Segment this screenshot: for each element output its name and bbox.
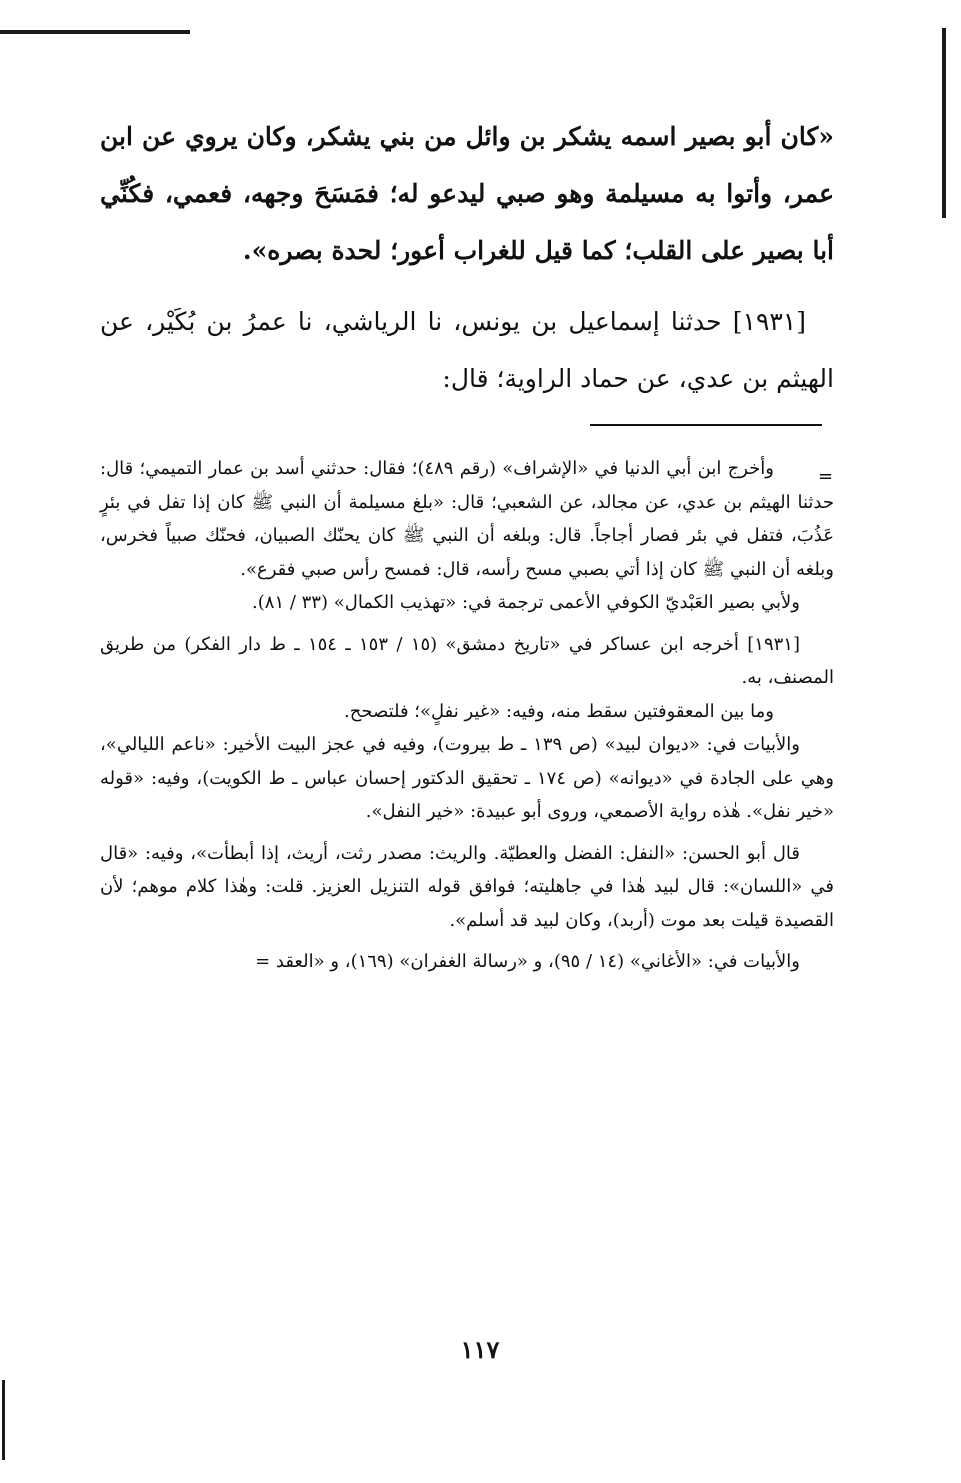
- scan-edge-left: [2, 1380, 5, 1460]
- footnote-paragraph: وما بين المعقوفتين سقط منه، وفيه: «غير نفلٍ»؛ فلتصحح.: [344, 700, 774, 722]
- scan-edge-right: [942, 28, 946, 218]
- footnote-paragraph: وأخرج ابن أبي الدنيا في «الإشراف» (رقم ٤٨٩)؛ فقال: حدثني أسد بن عمار التميمي؛ قال: حدثنا الهيثم بن عدي، عن مجالد، عن الشعبي؛ قال: «بلغ مسيلمة أن النبي ﷺ كان إذا تفل في بئرٍ عَذُبَ، فتفل في بئر فصار أجاجاً. قال: وبلغه أن النبي ﷺ كان يحنّك الصبيان، فحنّك صبياً فخرس، وبلغه أن النبي ﷺ كان إذا أتي بصبي مسح رأسه، قال: فمسح رأس صبي فقرع».: [100, 458, 834, 580]
- footnote-paragraph: والأبيات في: «الأغاني» (١٤ / ٩٥)، و «رسالة الغفران» (١٦٩)، و «العقد =: [255, 951, 800, 972]
- footnote-paragraph: ولأبي بصير العَبْديّ الكوفي الأعمى ترجمة في: «تهذيب الكمال» (٣٣ / ٨١).: [252, 592, 800, 613]
- footnote-paragraph: قال أبو الحسن: «النفل: الفضل والعطيّة. والريث: مصدر رثت، أريث، إذا أبطأت»، وفيه: «قال في «اللسان»: قال لبيد هٰذا في جاهليته؛ فوافق قوله التنزيل العزيز. قلت: وهٰذا كلام موهم؛ لأن القصيدة قيلت بعد موت (أربد)، وكان لبيد قد أسلم».: [100, 842, 834, 931]
- main-text: [100, 108, 834, 407]
- main-isnad: [١٩٣١] حدثنا إسماعيل بن يونس، نا الرياشي، نا عمرُ بن بُكَيْر، عن الهيثم بن عدي، عن حماد الراوية؛ قال:: [100, 307, 834, 393]
- continuation-mark: =: [818, 466, 834, 487]
- footnote-paragraph: [١٩٣١] أخرجه ابن عساكر في «تاريخ دمشق» (١٥ / ١٥٣ ـ ١٥٤ ـ ط دار الفكر) من طريق المصنف، به.: [100, 633, 834, 688]
- main-quote: «كان أبو بصير اسمه يشكر بن وائل من بني يشكر، وكان يروي عن ابن عمر، وأتوا به مسيلمة وهو صبي ليدعو له؛ فمَسَحَ وجهه، فعمي، فكُنِّي أبا بصير على القلب؛ كما قيل للغراب أعور؛ لحدة بصره».: [100, 122, 834, 265]
- scan-rule-top: [0, 30, 190, 34]
- footnotes: [100, 452, 834, 979]
- footnote-rule: [590, 424, 822, 426]
- page-number: ١١٧: [460, 1335, 500, 1364]
- footnote-paragraph: والأبيات في: «ديوان لبيد» (ص ١٣٩ ـ ط بيروت)، وفيه في عجز البيت الأخير: «ناعم الليالي»، وهي على الجادة في «ديوانه» (ص ١٧٤ ـ تحقيق الدكتور إحسان عباس ـ ط الكويت)، وفيه: «قوله «خير نفل». هٰذه رواية الأصمعي، وروى أبو عبيدة: «خير النفل».: [100, 734, 834, 822]
